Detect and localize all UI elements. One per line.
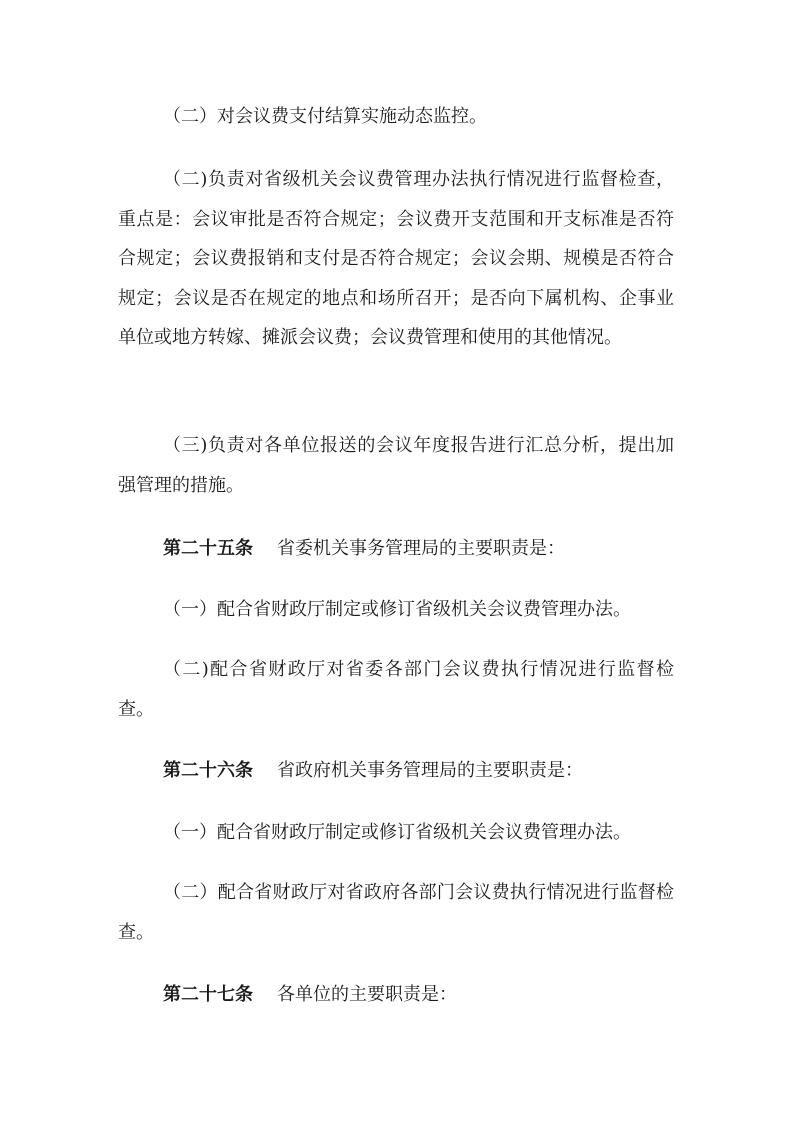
article-text: 各单位的主要职责是： bbox=[277, 984, 457, 1005]
paragraph-8: （一）配合省财政厅制定或修订省级机关会议费管理办法。 bbox=[163, 822, 631, 843]
article-text: 省委机关事务管理局的主要职责是： bbox=[277, 538, 565, 559]
article-number: 第二十七条 bbox=[163, 984, 253, 1005]
article-27 bbox=[163, 975, 457, 1015]
paragraph-2: （二)负责对省级机关会议费管理办法执行情况进行监督检查，重点是：会议审批是否符合规定；会议费开支范围和开支标准是否符合规定；会议费报销和支付是否符合规定；会议会期、规模是否符合规定；会议是否在规定的地点和场所召开；是否向下属机构、企事业单位或地方转嫁、摊派会议费；会议费管理和使用的其他情况。 bbox=[118, 169, 674, 348]
article-number: 第二十六条 bbox=[163, 760, 253, 781]
article-26 bbox=[163, 751, 583, 791]
paragraph-3: （三)负责对各单位报送的会议年度报告进行汇总分析，提出加强管理的措施。 bbox=[118, 435, 674, 496]
article-text: 省政府机关事务管理局的主要职责是： bbox=[277, 760, 583, 781]
paragraph-1: （二）对会议费支付结算实施动态监控。 bbox=[163, 106, 487, 127]
article-25 bbox=[163, 529, 565, 569]
article-number: 第二十五条 bbox=[163, 538, 253, 559]
paragraph-5: （一）配合省财政厅制定或修订省级机关会议费管理办法。 bbox=[163, 599, 631, 620]
paragraph-9: （二）配合省财政厅对省政府各部门会议费执行情况进行监督检查。 bbox=[118, 882, 674, 943]
paragraph-6: （二)配合省财政厅对省委各部门会议费执行情况进行监督检查。 bbox=[118, 659, 674, 720]
